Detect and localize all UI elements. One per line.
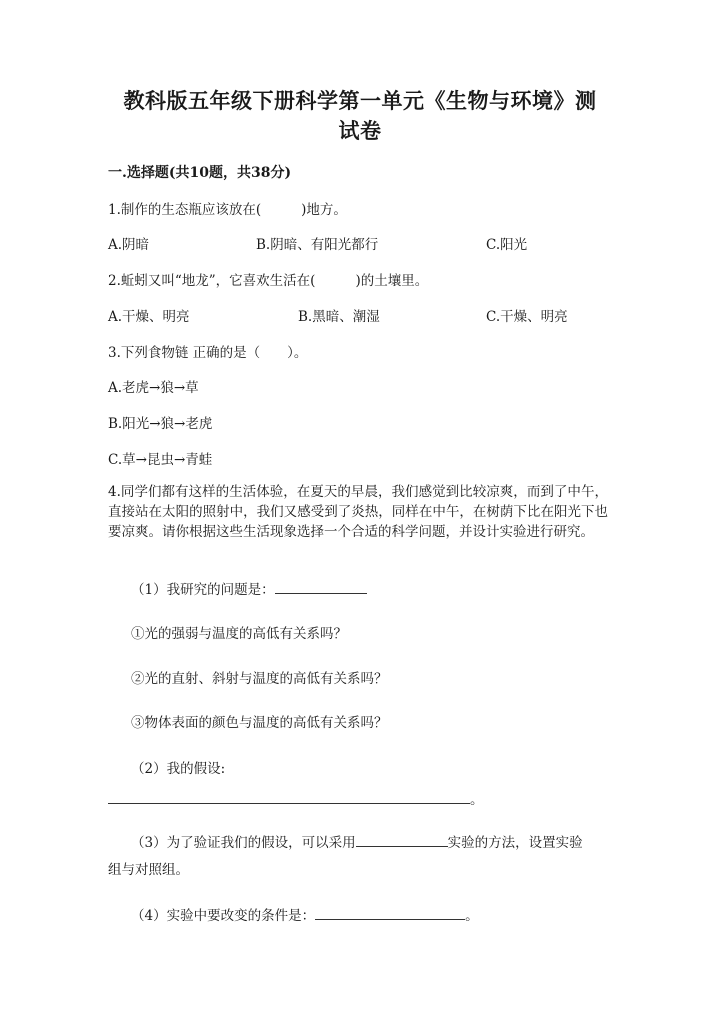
question-1-stem-end: )地方。: [301, 202, 347, 218]
question-4-part4-label: （4）实验中要改变的条件是：: [131, 908, 316, 924]
question-2-option-b[interactable]: B.黑暗、潮湿: [298, 309, 380, 325]
answer-blank-hypothesis[interactable]: [108, 789, 470, 804]
answer-blank-variable[interactable]: [315, 905, 465, 920]
question-2-stem: [108, 269, 428, 289]
question-3-option-a[interactable]: A.老虎→狼→草: [108, 380, 199, 396]
question-4-part1: [131, 578, 367, 598]
question-3-option-b[interactable]: B.阳光→狼→老虎: [108, 416, 213, 432]
question-1-option-b[interactable]: B.阴暗、有阳光都行: [256, 237, 379, 253]
question-4-part3-label: （3）为了验证我们的假设，可以采用: [131, 835, 356, 851]
question-2-stem-text: 2.蚯蚓又叫“地龙”，它喜欢生活在(: [108, 273, 316, 289]
answer-blank-method[interactable]: [356, 832, 448, 847]
question-4-part3: [131, 831, 583, 851]
question-3-stem: 3.下列食物链 正确的是（ ）。: [108, 345, 308, 361]
page-title-line1: 教科版五年级下册科学第一单元《生物与环境》测: [123, 88, 597, 113]
question-4-part3-line2: 组与对照组。: [108, 862, 189, 878]
question-4-paragraph: 4.同学们都有这样的生活体验，在夏天的早晨，我们感觉到比较凉爽，而到了中午，直接站在太阳的照射中，我们又感受到了炎热，同样在中午，在树荫下比在阳光下也要凉爽。请你根据这些生活现象选择一个合适的科学问题，并设计实验进行研究。: [108, 484, 608, 540]
question-1-option-c[interactable]: C.阳光: [486, 237, 528, 253]
question-4-choice-3: ③物体表面的颜色与温度的高低有关系吗？: [131, 715, 388, 731]
question-1-stem: [108, 198, 347, 218]
hypothesis-period: 。: [470, 792, 484, 808]
question-4-part1-label: （1）我研究的问题是：: [131, 582, 275, 598]
question-1-option-a[interactable]: A.阴暗: [108, 237, 150, 253]
page-title-line2: 试卷: [338, 118, 382, 143]
question-4-part2: （2）我的假设:: [131, 761, 226, 777]
question-1-stem-text: 1.制作的生态瓶应该放在(: [108, 202, 262, 218]
question-3-option-c[interactable]: C.草→昆虫→青蛙: [108, 452, 213, 468]
answer-blank-research-question[interactable]: [275, 579, 367, 594]
question-2-option-a[interactable]: A.干燥、明亮: [108, 309, 190, 325]
question-4-choice-1: ①光的强弱与温度的高低有关系吗？: [131, 626, 347, 642]
section-heading: 一.选择题(共10题，共38分): [108, 165, 292, 181]
variable-period: 。: [465, 908, 479, 924]
question-4-choice-2: ②光的直射、斜射与温度的高低有关系吗？: [131, 671, 388, 687]
question-4-part4: [131, 904, 479, 924]
question-4-hypothesis-line: [108, 788, 484, 808]
question-4-part3-tail: 实验的方法，设置实验: [447, 835, 583, 851]
question-2-option-c[interactable]: C.干燥、明亮: [486, 309, 568, 325]
question-2-stem-end: )的土壤里。: [355, 273, 429, 289]
